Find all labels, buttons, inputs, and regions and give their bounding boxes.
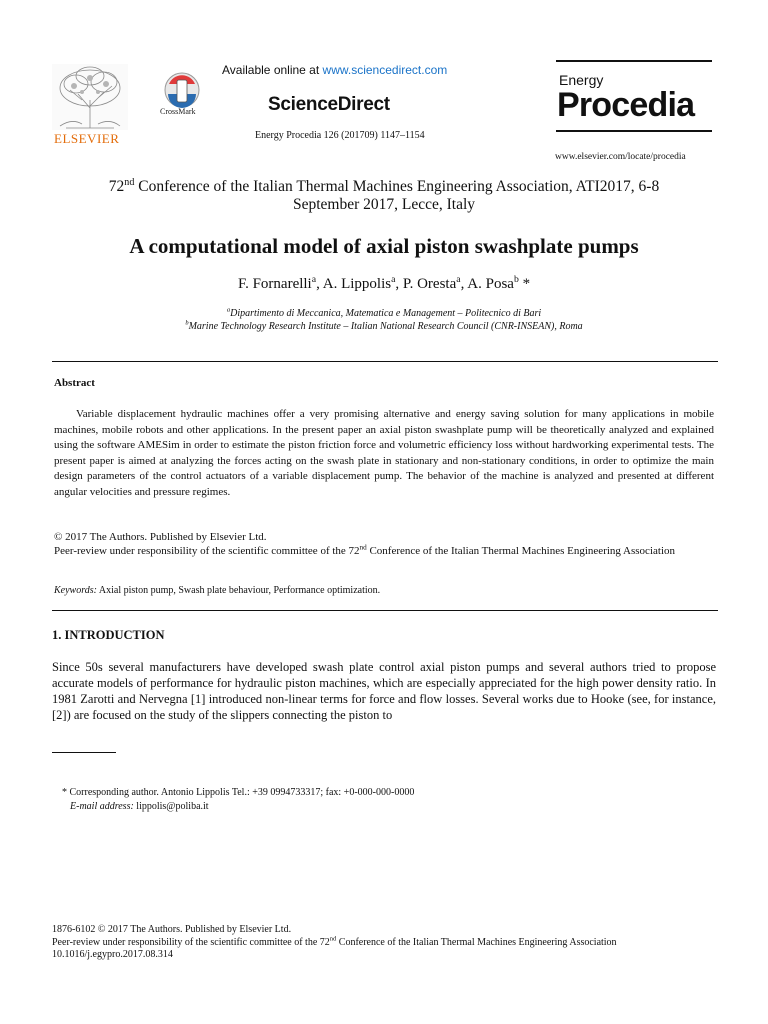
author-list: [40, 276, 728, 293]
publisher-wordmark: ELSEVIER: [54, 131, 120, 146]
divider: [52, 610, 718, 611]
peer-review-suffix: Conference of the Italian Thermal Machines Engineering Association: [366, 545, 675, 557]
footer-review-sup: nd: [329, 935, 337, 943]
section-body: Since 50s several manufacturers have developed swash plate control axial piston pumps and several authors tried to propose accurate models of performance for hydraulic piston machines, which are especially appreciated for the high power density ratio. In 1981 Zarotti and Nervegna [1] introduced non-linear terms for force and flow losses. Several works due to Hooke (see, for instance, [2]) are focused on the study of the slippers connecting the piston to: [52, 660, 716, 722]
author-name: A. Lippolis: [322, 276, 392, 292]
footer-review-suffix: Conference of the Italian Thermal Machines Engineering Association: [336, 936, 617, 948]
abstract-heading: Abstract: [54, 377, 95, 389]
available-online-line: [222, 63, 447, 77]
footnote-email-line: [62, 800, 414, 814]
footer-issn-line: 1876-6102 © 2017 The Authors. Published by Elsevier Ltd.: [52, 924, 292, 935]
conference-line: [40, 178, 728, 214]
journal-reference: Energy Procedia 126 (201709) 1147–1154: [255, 130, 425, 141]
abstract-body: Variable displacement hydraulic machines offer a very promising alternative and energy saving solution for many applications in mobile machines, mobile robots and other applications. In the present paper an axial piston swashplate pump will be theoretically analyzed and explained using the software AMESim in order to estimate the piston friction force and volumetric efficiency loss without hardworking experimental tests. The present paper is aimed at analyzing the forces acting on the swash plate in stationary and non-stationary conditions, in order to optimize the main design parameters of the control actuators of a variable displacement pump. The behavior of the machine is analyzed and presented at different angular velocities and pressure regimes.: [54, 408, 714, 498]
author-sep: ,: [316, 276, 323, 292]
divider: [52, 361, 718, 362]
crossmark-label: CrossMark: [160, 107, 196, 116]
footer-review-prefix: Peer-review under responsibility of the scientific committee of the 72: [52, 936, 330, 948]
page-footer: [52, 924, 617, 962]
author-sep: *: [518, 276, 531, 292]
author-name: F. Fornarelli: [237, 276, 312, 292]
footer-doi[interactable]: 10.1016/j.egypro.2017.08.314: [52, 949, 173, 960]
section-heading: 1. INTRODUCTION: [52, 628, 165, 642]
affiliation-a: [40, 307, 728, 320]
email-label: E-mail address:: [70, 801, 134, 812]
author-affil-sup: a: [311, 274, 317, 285]
author-name: A. Posa: [467, 276, 514, 292]
conference-line1: Conference of the Italian Thermal Machines Engineering Association, ATI2017, 6-8: [134, 178, 660, 195]
affiliation-b: [40, 320, 728, 333]
journal-logo-big: Procedia: [557, 86, 695, 124]
elsevier-url[interactable]: www.elsevier.com/locate/procedia: [555, 152, 686, 162]
conference-line2: September 2017, Lecce, Italy: [292, 196, 476, 213]
footnote-rule: [52, 752, 116, 753]
peer-review-prefix: Peer-review under responsibility of the scientific committee of the 72: [54, 545, 360, 557]
journal-logo-bottom-rule: [556, 130, 712, 132]
sciencedirect-link[interactable]: www.sciencedirect.com: [322, 63, 448, 77]
conference-ordinal: 72: [108, 178, 125, 195]
paper-title: A computational model of axial piston swashplate pumps: [129, 234, 639, 258]
footnote-line: * Corresponding author. Antonio Lippolis Tel.: +39 0994733317; fax: +0-000-000-0000: [62, 787, 415, 798]
author-sep: ,: [395, 276, 403, 292]
peer-review-line: [54, 544, 714, 558]
journal-logo-small: Energy: [559, 72, 604, 88]
conference-ordinal-sup: nd: [124, 176, 135, 188]
affiliation-sup: a: [226, 306, 231, 314]
affiliation-text: Marine Technology Research Institute – Italian National Research Council (CNR-INSEAN), Roma: [188, 321, 583, 332]
affiliations: [40, 307, 728, 333]
keywords-text: Axial piston pump, Swash plate behaviour, Performance optimization.: [96, 585, 381, 596]
affiliation-text: Dipartimento di Meccanica, Matematica e Management – Politecnico di Bari: [230, 308, 542, 319]
keywords-label: Keywords:: [54, 585, 97, 596]
journal-logo-top-rule: [556, 60, 712, 62]
author-affil-sup: b: [513, 274, 519, 285]
affiliation-sup: b: [185, 319, 189, 327]
keywords-line: [54, 585, 714, 596]
journal-logo: [556, 60, 712, 132]
author-affil-sup: a: [456, 274, 461, 285]
abstract-copyright: [54, 530, 714, 558]
footer-review-line: [52, 937, 617, 950]
email-address[interactable]: lippolis@poliba.it: [133, 801, 209, 812]
corresponding-author-footnote: [62, 786, 414, 814]
author-affil-sup: a: [391, 274, 396, 285]
author-name: P. Oresta: [402, 276, 457, 292]
author-sep: ,: [460, 276, 468, 292]
peer-review-sup: nd: [359, 543, 367, 552]
sciencedirect-title: ScienceDirect: [268, 94, 390, 115]
available-prefix: Available online at: [222, 63, 323, 77]
copyright-line: © 2017 The Authors. Published by Elsevier Ltd.: [54, 531, 267, 543]
